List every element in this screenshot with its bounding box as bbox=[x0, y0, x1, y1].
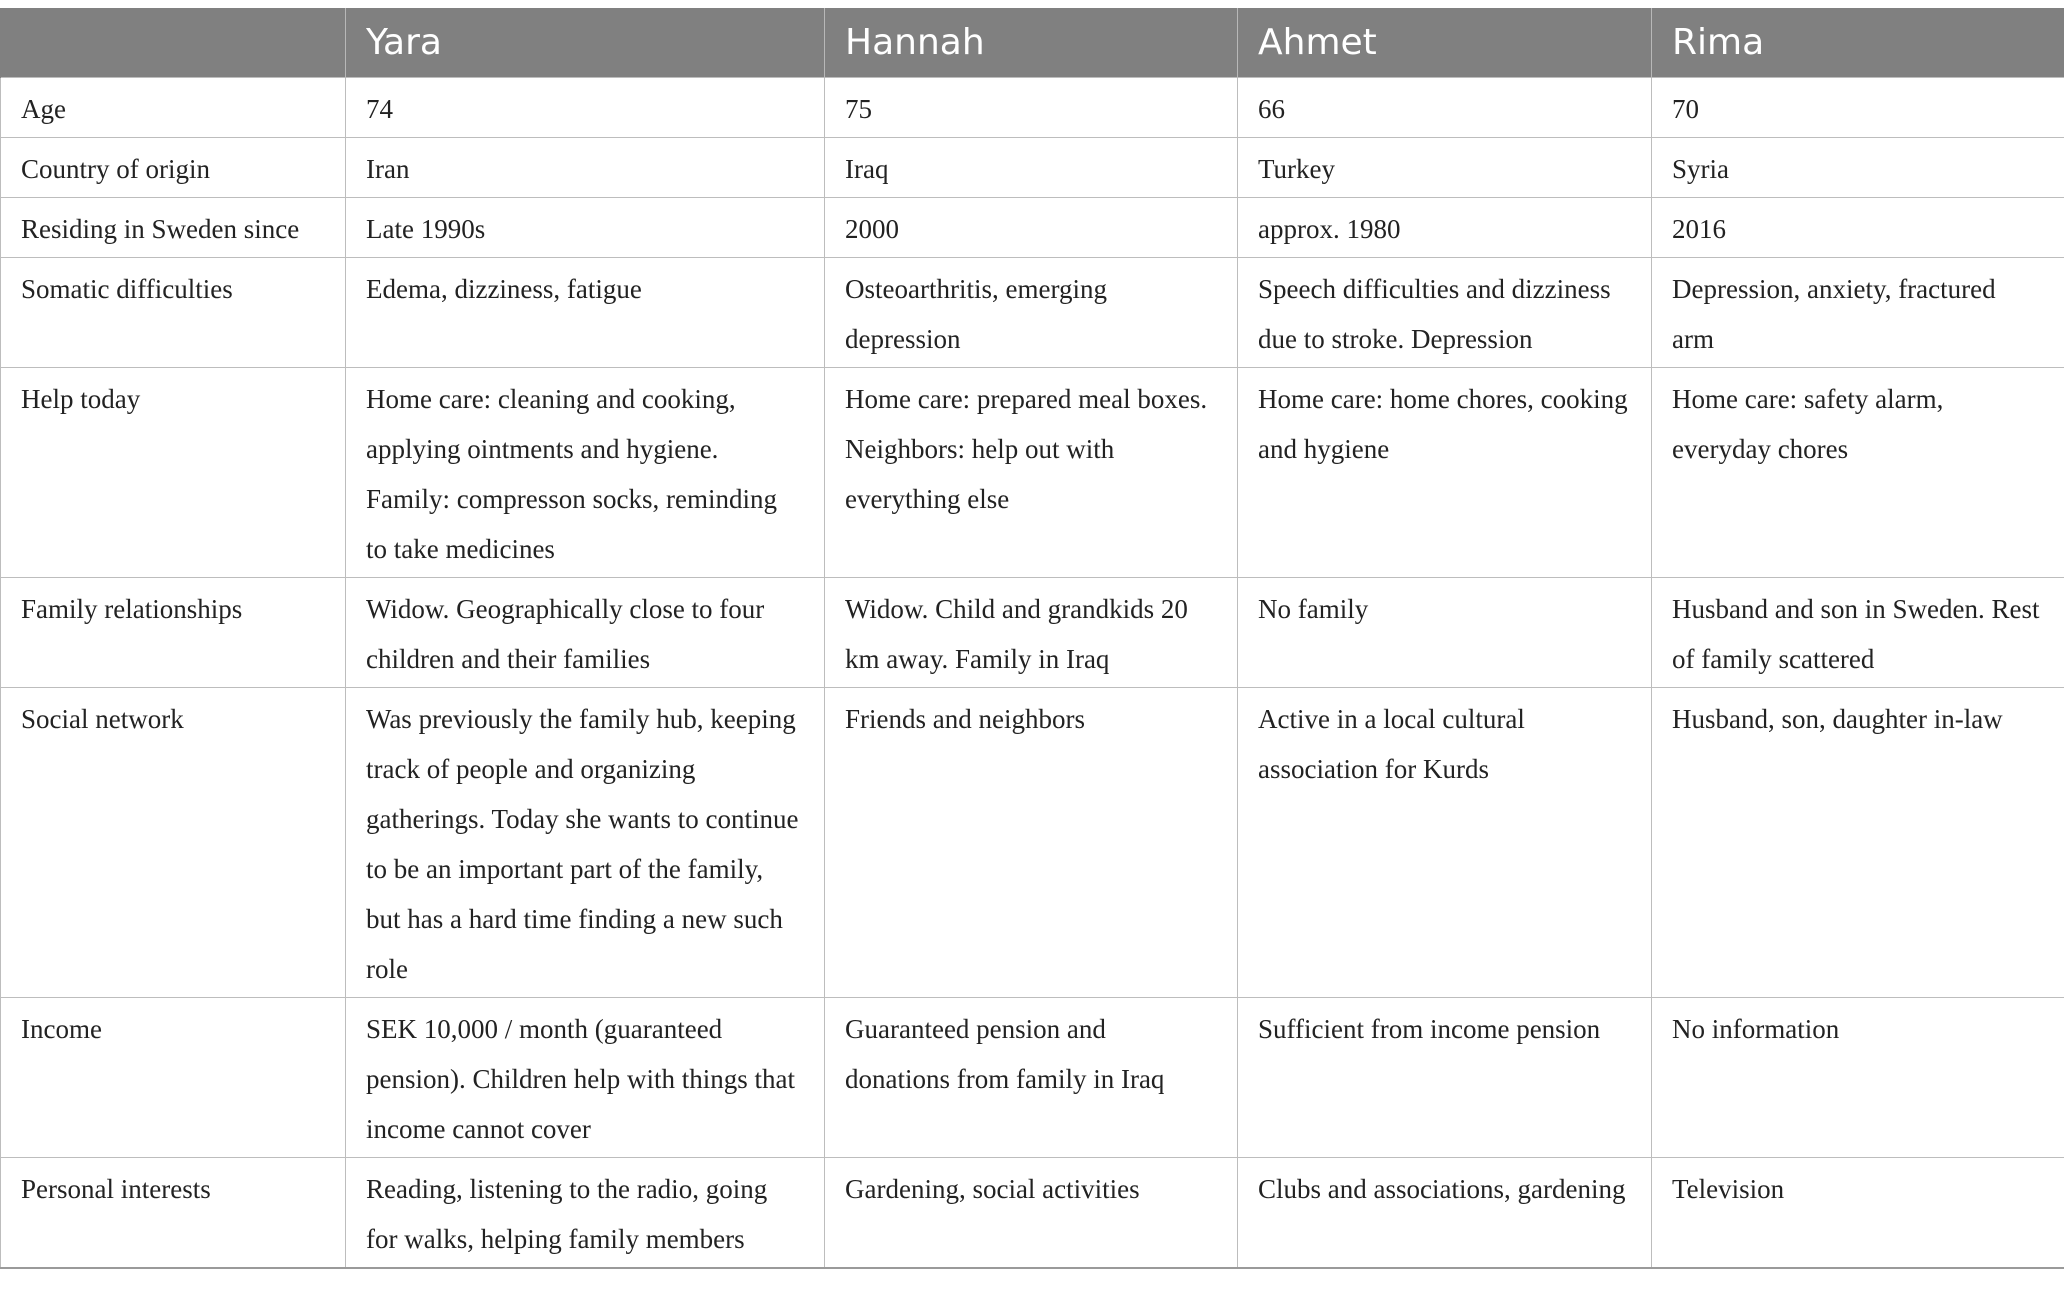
comparison-table bbox=[0, 8, 2064, 1269]
table-cell: Speech difficulties and dizziness due to stroke. Depression bbox=[1238, 258, 1652, 368]
table-cell: Home care: cleaning and cooking, applying ointments and hygiene. Family: compresson socks, reminding to take medicines bbox=[346, 368, 825, 578]
table-cell: Iraq bbox=[825, 138, 1238, 198]
table-cell: Edema, dizziness, fatigue bbox=[346, 258, 825, 368]
table-cell: Widow. Geographically close to four children and their families bbox=[346, 578, 825, 688]
table-cell: 2016 bbox=[1652, 198, 2064, 258]
row-label: Age bbox=[1, 78, 346, 138]
header-cell-corner bbox=[1, 8, 346, 78]
table-cell: No information bbox=[1652, 998, 2064, 1158]
table-cell: Sufficient from income pension bbox=[1238, 998, 1652, 1158]
table-row-social-network bbox=[1, 688, 2064, 998]
header-cell-hannah: Hannah bbox=[825, 8, 1238, 78]
table-cell: Was previously the family hub, keeping track of people and organizing gatherings. Today she wants to continue to be an important part of the family, but has a hard time finding a new such role bbox=[346, 688, 825, 998]
table-row-somatic-difficulties bbox=[1, 258, 2064, 368]
table-cell: 74 bbox=[346, 78, 825, 138]
table-cell: Active in a local cultural association for Kurds bbox=[1238, 688, 1652, 998]
table-row-personal-interests bbox=[1, 1158, 2064, 1269]
table-cell: Television bbox=[1652, 1158, 2064, 1269]
row-label: Family relationships bbox=[1, 578, 346, 688]
table-cell: Turkey bbox=[1238, 138, 1652, 198]
header-row bbox=[1, 8, 2064, 78]
table-cell: Depression, anxiety, fractured arm bbox=[1652, 258, 2064, 368]
table-cell: Home care: prepared meal boxes. Neighbors: help out with everything else bbox=[825, 368, 1238, 578]
row-label: Somatic difficulties bbox=[1, 258, 346, 368]
table-row-age bbox=[1, 78, 2064, 138]
table-cell: Syria bbox=[1652, 138, 2064, 198]
table-cell: Reading, listening to the radio, going for walks, helping family members bbox=[346, 1158, 825, 1269]
table-cell: No family bbox=[1238, 578, 1652, 688]
table-cell: Iran bbox=[346, 138, 825, 198]
table-row-residing-since bbox=[1, 198, 2064, 258]
table-cell: 66 bbox=[1238, 78, 1652, 138]
row-label: Social network bbox=[1, 688, 346, 998]
table-cell: Widow. Child and grandkids 20 km away. Family in Iraq bbox=[825, 578, 1238, 688]
table-cell: Guaranteed pension and donations from family in Iraq bbox=[825, 998, 1238, 1158]
table-cell: approx. 1980 bbox=[1238, 198, 1652, 258]
row-label: Personal interests bbox=[1, 1158, 346, 1269]
table-cell: Friends and neighbors bbox=[825, 688, 1238, 998]
table-cell: Gardening, social activities bbox=[825, 1158, 1238, 1269]
row-label: Country of origin bbox=[1, 138, 346, 198]
table-container bbox=[0, 8, 2064, 1269]
table-cell: Clubs and associations, gardening bbox=[1238, 1158, 1652, 1269]
header-cell-ahmet: Ahmet bbox=[1238, 8, 1652, 78]
table-row-help-today bbox=[1, 368, 2064, 578]
table-row-family-relationships bbox=[1, 578, 2064, 688]
header-cell-yara: Yara bbox=[346, 8, 825, 78]
table-cell: Late 1990s bbox=[346, 198, 825, 258]
header-cell-rima: Rima bbox=[1652, 8, 2064, 78]
row-label: Help today bbox=[1, 368, 346, 578]
table-cell: 70 bbox=[1652, 78, 2064, 138]
row-label: Income bbox=[1, 998, 346, 1158]
table-row-income bbox=[1, 998, 2064, 1158]
table-cell: Husband, son, daughter in-law bbox=[1652, 688, 2064, 998]
table-cell: 2000 bbox=[825, 198, 1238, 258]
table-cell: 75 bbox=[825, 78, 1238, 138]
table-cell: Home care: home chores, cooking and hygiene bbox=[1238, 368, 1652, 578]
table-row-country-of-origin bbox=[1, 138, 2064, 198]
table-cell: Husband and son in Sweden. Rest of family scattered bbox=[1652, 578, 2064, 688]
table-cell: SEK 10,000 / month (guaranteed pension). Children help with things that income cannot cover bbox=[346, 998, 825, 1158]
table-cell: Osteoarthritis, emerging depression bbox=[825, 258, 1238, 368]
row-label: Residing in Sweden since bbox=[1, 198, 346, 258]
table-cell: Home care: safety alarm, everyday chores bbox=[1652, 368, 2064, 578]
